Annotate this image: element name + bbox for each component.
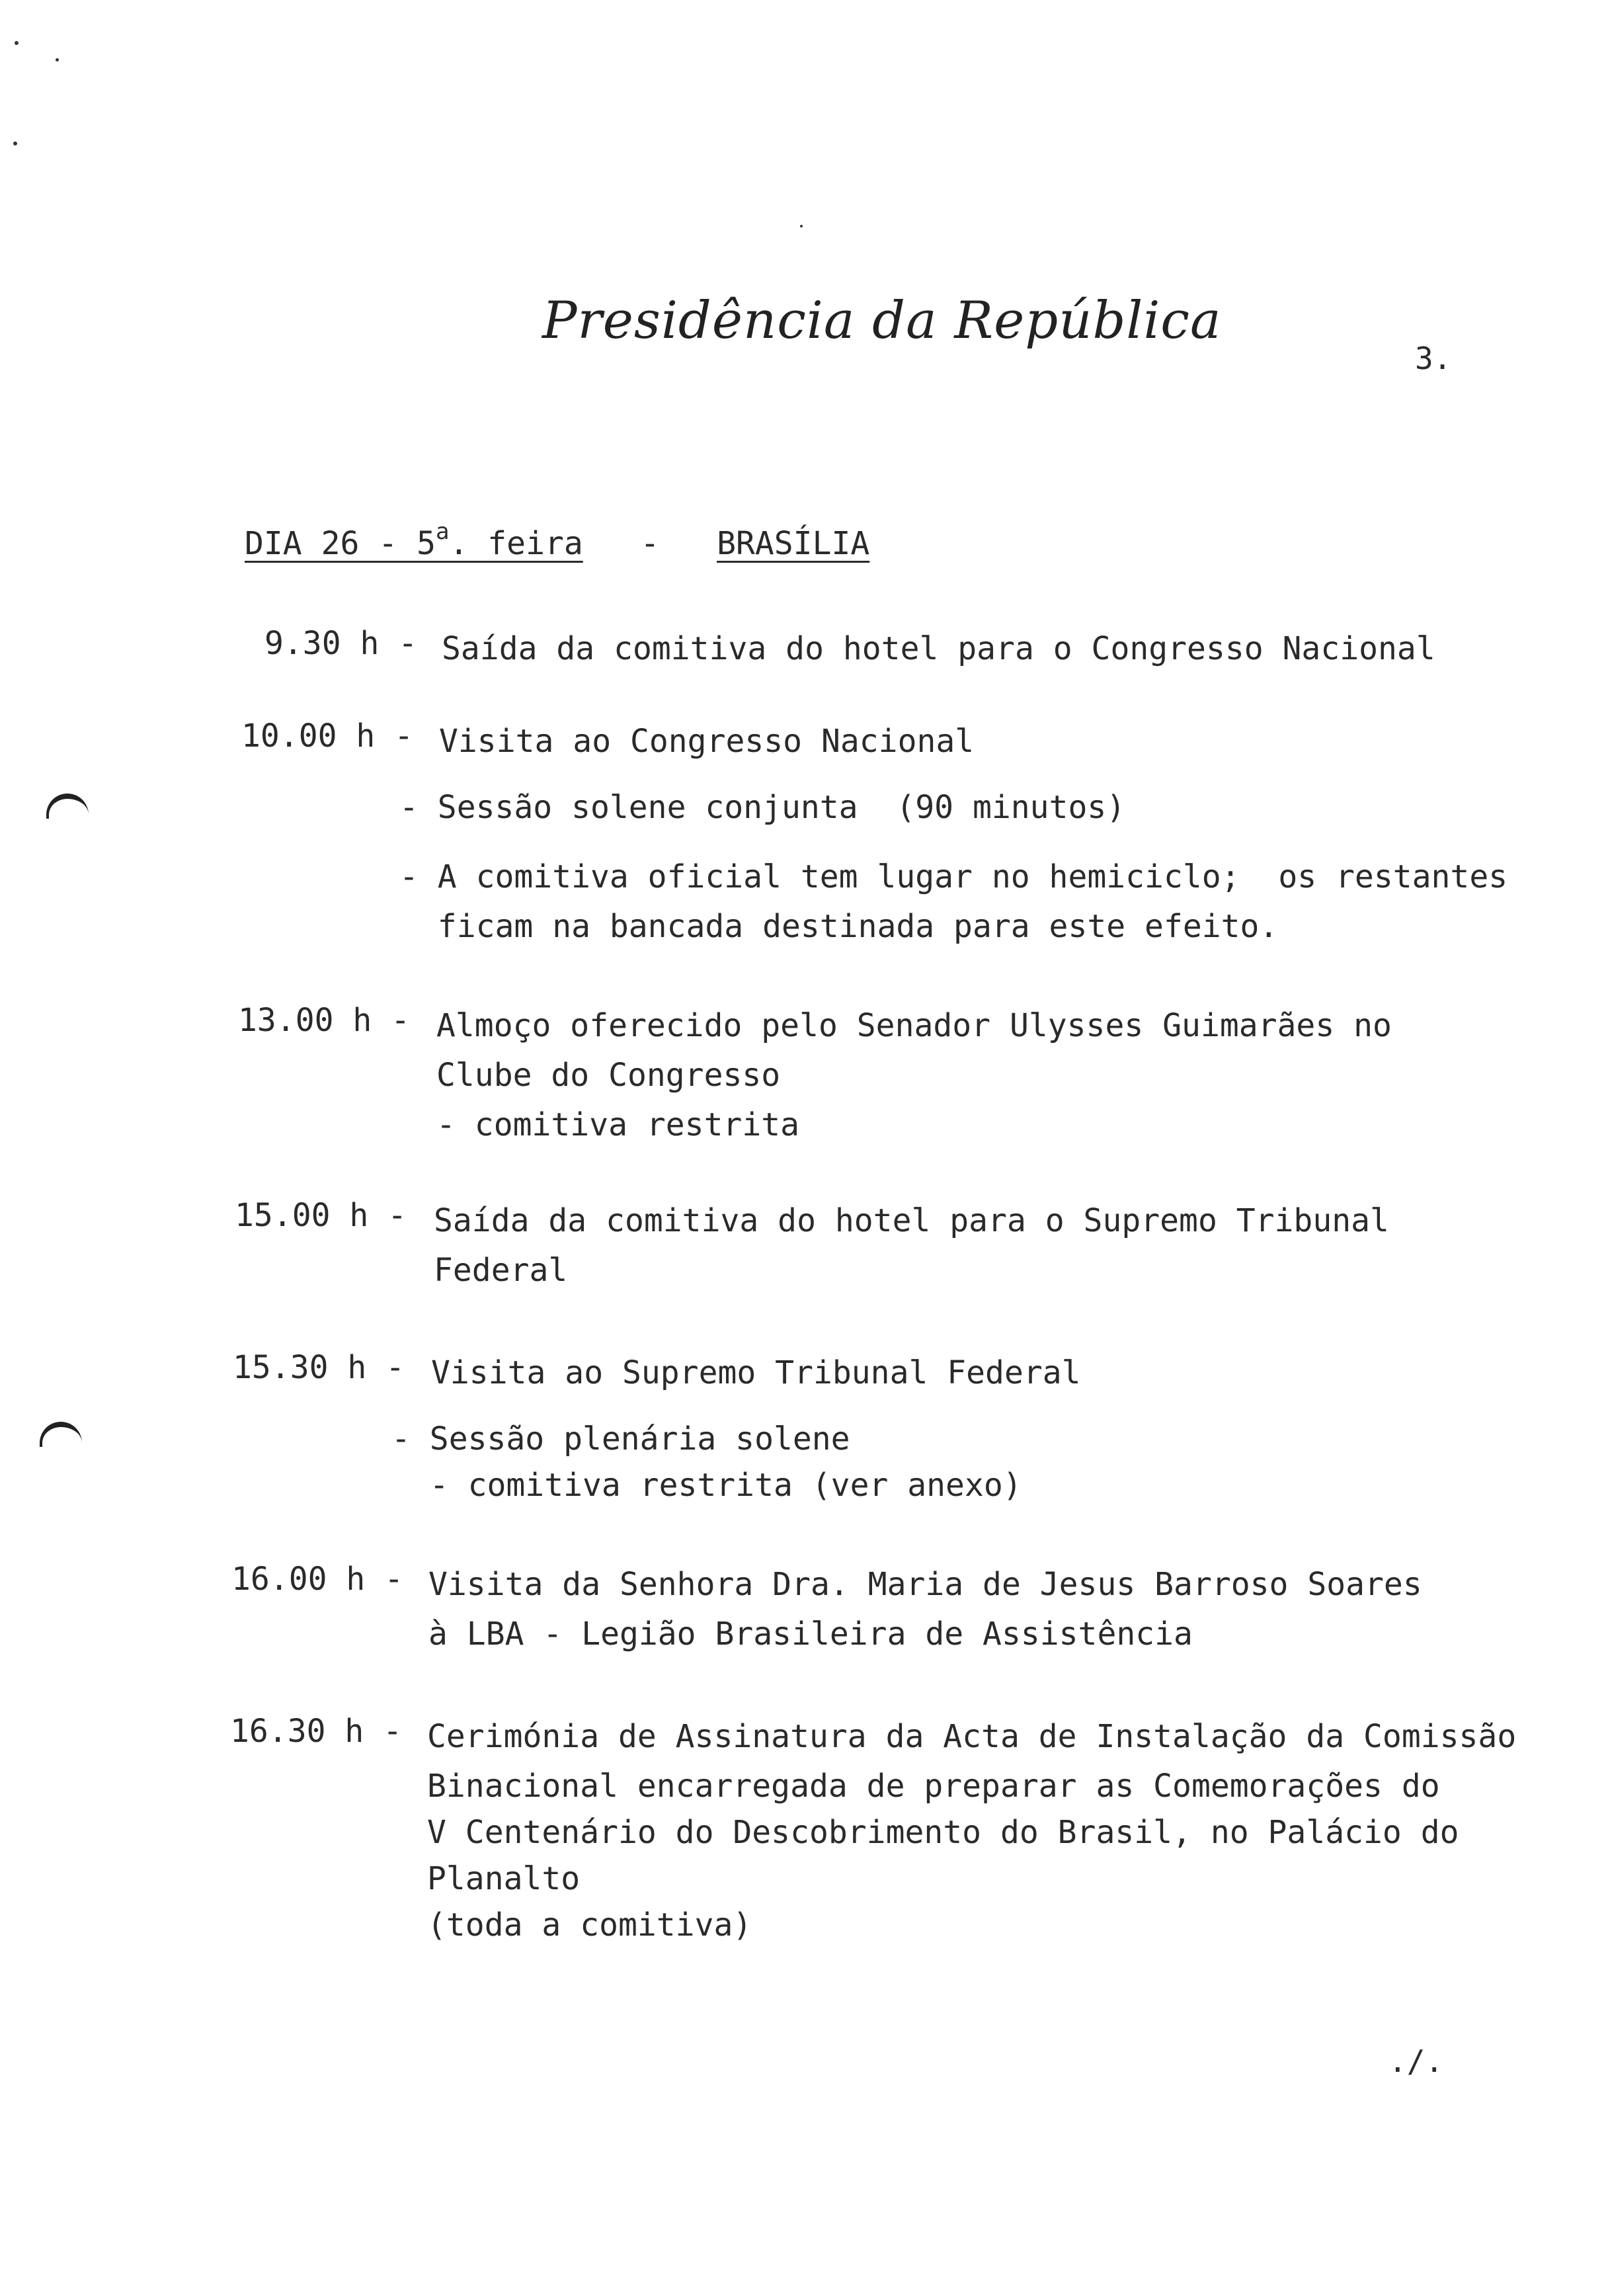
- entry-line: Visita ao Congresso Nacional: [439, 723, 975, 760]
- entry-line: Visita ao Supremo Tribunal Federal: [431, 1354, 1081, 1391]
- entry-line: Cerimónia de Assinatura da Acta de Instalação da Comissão: [427, 1718, 1517, 1755]
- entry-line: (toda a comitiva): [427, 1906, 752, 1944]
- entry-line: Saída da comitiva do hotel para o Congresso Nacional: [442, 630, 1435, 667]
- entry-line: Clube do Congresso: [436, 1057, 781, 1094]
- page-number: 3.: [1415, 341, 1452, 376]
- entry-time: 16.30 h -: [230, 1713, 403, 1750]
- entry-time: 15.30 h -: [233, 1349, 405, 1386]
- entry-line: - Sessão plenária solene: [391, 1420, 850, 1457]
- entry-time: 13.00 h -: [238, 1002, 411, 1039]
- entry-time: 16.00 h -: [231, 1561, 404, 1598]
- entry-line: - comitiva restrita (ver anexo): [391, 1467, 1022, 1504]
- entry-line: Saída da comitiva do hotel para o Supremo Tribunal: [434, 1202, 1389, 1239]
- heading-separator: -: [640, 525, 660, 562]
- entry-line: Binacional encarregada de preparar as Comemorações do: [427, 1768, 1440, 1805]
- city-label: BRASÍLIA: [717, 525, 870, 562]
- entry-line: - Sessão solene conjunta (90 minutos): [399, 789, 1126, 826]
- entry-line: - comitiva restrita: [436, 1106, 800, 1143]
- entry-time: 9.30 h -: [264, 625, 418, 662]
- day-label: DIA 26 - 5$^a$. feira: [245, 518, 583, 562]
- entry-line: V Centenário do Descobrimento do Brasil, no Palácio do: [427, 1814, 1459, 1851]
- letterhead-title: Presidência da República: [542, 291, 1222, 350]
- entry-line: à LBA - Legião Brasileira de Assistência: [428, 1616, 1193, 1653]
- entry-line: Federal: [434, 1252, 568, 1289]
- continuation-mark: ./.: [1388, 2043, 1444, 2079]
- entry-line: Almoço oferecido pelo Senador Ulysses Guimarães no: [436, 1007, 1392, 1044]
- entry-line: ficam na bancada destinada para este efeito.: [399, 908, 1279, 945]
- entry-line: - A comitiva oficial tem lugar no hemiciclo; os restantes: [399, 858, 1508, 895]
- entry-line: Planalto: [427, 1860, 581, 1897]
- entry-line: Visita da Senhora Dra. Maria de Jesus Barroso Soares: [428, 1566, 1422, 1603]
- entry-time: 10.00 h -: [241, 718, 414, 755]
- entry-time: 15.00 h -: [235, 1197, 407, 1234]
